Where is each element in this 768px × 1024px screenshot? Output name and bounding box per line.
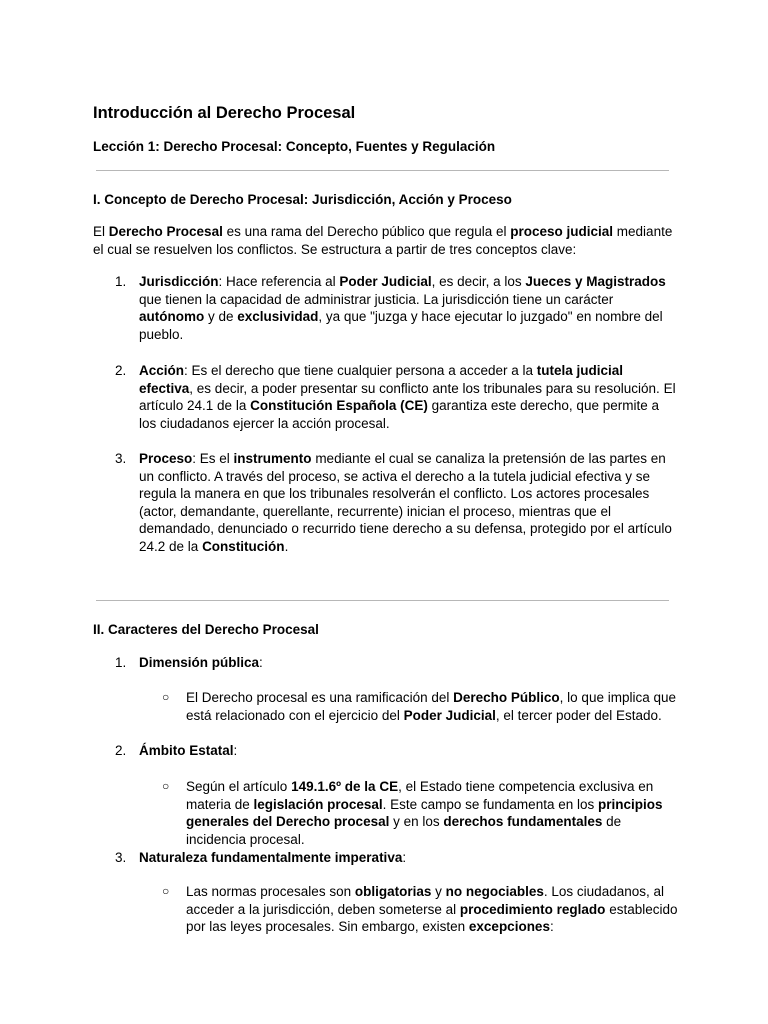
- divider-1: [96, 170, 669, 171]
- list-item-jurisdiccion: 1. Jurisdicción: Hace referencia al Poder Judicial, es decir, a los Jueces y Magistrados que tienen la capacidad de administrar justicia. La jurisdicción tiene un carácter autónomo y de exclusividad, ya que "juzga y hace ejecutar lo juzgado" en nombre del pueblo.: [115, 274, 666, 342]
- list-item-accion: 2. Acción: Es el derecho que tiene cualquier persona a acceder a la tutela judicial efectiva, es decir, a poder presentar su conflicto ante los tribunales para su resolución. El artículo 24.1 de la Constitución Española (CE) garantiza este derecho, que permite a los ciudadanos ejercer la acción procesal.: [115, 363, 676, 431]
- bullet-icon: ○: [162, 690, 170, 704]
- list-item-dimension-publica: 1. Dimensión pública:: [115, 655, 263, 670]
- sub-item-dimension-publica: ○ El Derecho procesal es una ramificación del Derecho Público, lo que implica que está relacionado con el ejercicio del Poder Judicial, el tercer poder del Estado.: [162, 690, 676, 723]
- divider-2: [96, 600, 669, 601]
- list-item-naturaleza-imperativa: 3. Naturaleza fundamentalmente imperativa:: [115, 850, 407, 865]
- section-1-intro: El Derecho Procesal es una rama del Derecho público que regula el proceso judicial mediante el cual se resuelven los conflictos. Se estructura a partir de tres conceptos clave:: [93, 224, 673, 257]
- bullet-icon: ○: [162, 779, 170, 793]
- section-2-heading: II. Caracteres del Derecho Procesal: [93, 622, 319, 637]
- sub-item-naturaleza-imperativa: ○ Las normas procesales son obligatorias y no negociables. Los ciudadanos, al acceder a la jurisdicción, deben someterse al procedimiento reglado establecido por las leyes procesales. Sin embargo, existen excepciones:: [162, 884, 678, 935]
- lesson-title: Lección 1: Derecho Procesal: Concepto, Fuentes y Regulación: [93, 139, 496, 154]
- list-item-proceso: 3. Proceso: Es el instrumento mediante el cual se canaliza la pretensión de las partes en un conflicto. A través del proceso, se activa el derecho a la tutela judicial efectiva y se regula la manera en que los tribunales resolverán el conflicto. Los actores procesales (actor, demandante, querellante, recurrente) inician el proceso, mientras que el demandado, denunciado o recurrido tiene derecho a su defensa, protegido por el artículo 24.2 de la Constitución.: [115, 451, 672, 554]
- section-1-heading: I. Concepto de Derecho Procesal: Jurisdicción, Acción y Proceso: [93, 192, 512, 207]
- list-item-ambito-estatal: 2. Ámbito Estatal:: [115, 743, 238, 758]
- sub-item-ambito-estatal: ○ Según el artículo 149.1.6º de la CE, el Estado tiene competencia exclusiva en materia de legislación procesal. Este campo se fundamenta en los principios generales del Derecho procesal y en los derechos fundamentales de incidencia procesal.: [162, 779, 663, 847]
- bullet-icon: ○: [162, 884, 170, 898]
- document-title: Introducción al Derecho Procesal: [93, 104, 356, 122]
